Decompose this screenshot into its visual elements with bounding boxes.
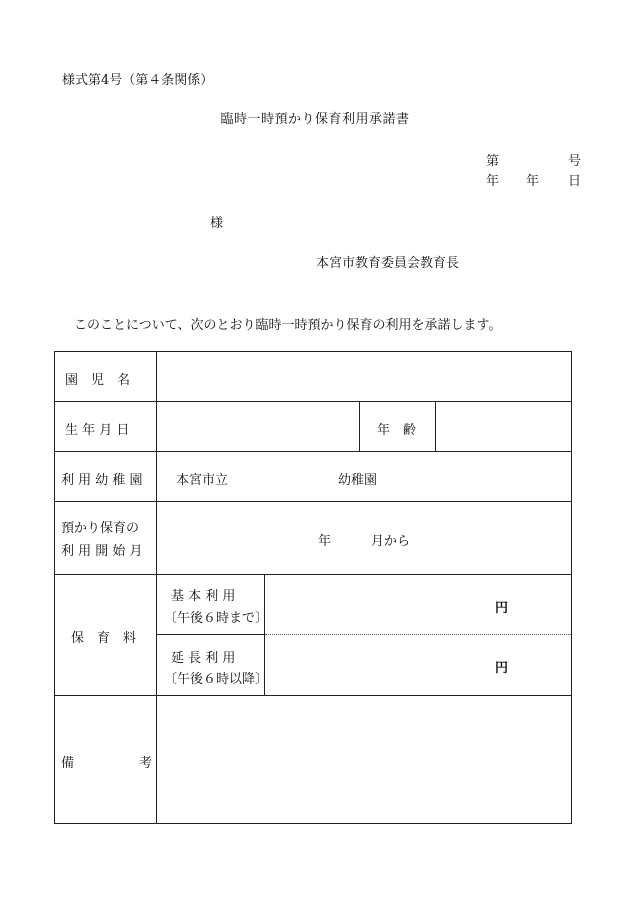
addressee-suffix: 様 — [210, 216, 224, 231]
date-year-label: 年 — [486, 174, 500, 189]
form-number-label: 様式第4号（第４条関係） — [62, 73, 214, 88]
remarks-label-right: 考 — [139, 756, 153, 771]
basic-use-label: 基 本 利 用 — [171, 589, 236, 604]
age-divider-left — [359, 401, 360, 451]
basic-fee-yen: 円 — [495, 601, 509, 616]
extended-use-note: 〔午後６時以降〕 — [164, 672, 269, 687]
label-column-divider — [156, 352, 157, 823]
document-number-prefix: 第 — [486, 154, 500, 169]
extended-fee-yen: 円 — [495, 661, 509, 676]
remarks-label-left: 備 — [61, 756, 75, 771]
start-month-label-line1: 預かり保育の — [61, 521, 140, 536]
fee-row-divider — [157, 634, 265, 635]
kindergarten-prefix: 本宮市立 — [176, 473, 229, 488]
remarks-field[interactable] — [161, 702, 569, 818]
document-number-suffix: 号 — [568, 154, 582, 169]
row-divider — [55, 451, 571, 452]
extended-use-label: 延 長 利 用 — [171, 651, 236, 666]
row-divider — [55, 695, 571, 696]
approval-table — [54, 351, 572, 824]
start-month-label: 月から — [371, 534, 411, 549]
age-field[interactable] — [441, 406, 567, 448]
date-day-label: 日 — [568, 174, 582, 189]
row-divider — [55, 574, 571, 575]
kindergarten-label: 利 用 幼 稚 園 — [61, 473, 143, 488]
age-divider-right — [435, 401, 436, 451]
birthdate-label: 生 年 月 日 — [65, 423, 130, 438]
start-year-label: 年 — [318, 534, 332, 549]
fee-dotted-divider — [265, 634, 571, 635]
child-name-label: 園 児 名 — [65, 373, 131, 388]
date-month-label: 年 — [526, 174, 540, 189]
child-name-field[interactable] — [161, 356, 569, 398]
fee-label: 保 育 料 — [71, 631, 137, 646]
start-month-label-line2: 利 用 開 始 月 — [61, 544, 143, 559]
row-divider — [55, 501, 571, 502]
basic-use-note: 〔午後６時まで〕 — [164, 611, 269, 626]
kindergarten-suffix: 幼稚園 — [338, 473, 378, 488]
row-divider — [55, 401, 571, 402]
issuer-name: 本宮市教育委員会教育長 — [316, 256, 460, 271]
age-label: 年 齢 — [377, 423, 417, 438]
birthdate-field[interactable] — [161, 406, 355, 448]
approval-statement: このことについて、次のとおり臨時一時預かり保育の利用を承諾します。 — [74, 318, 502, 333]
document-title: 臨時一時預かり保育利用承諾書 — [220, 112, 410, 127]
